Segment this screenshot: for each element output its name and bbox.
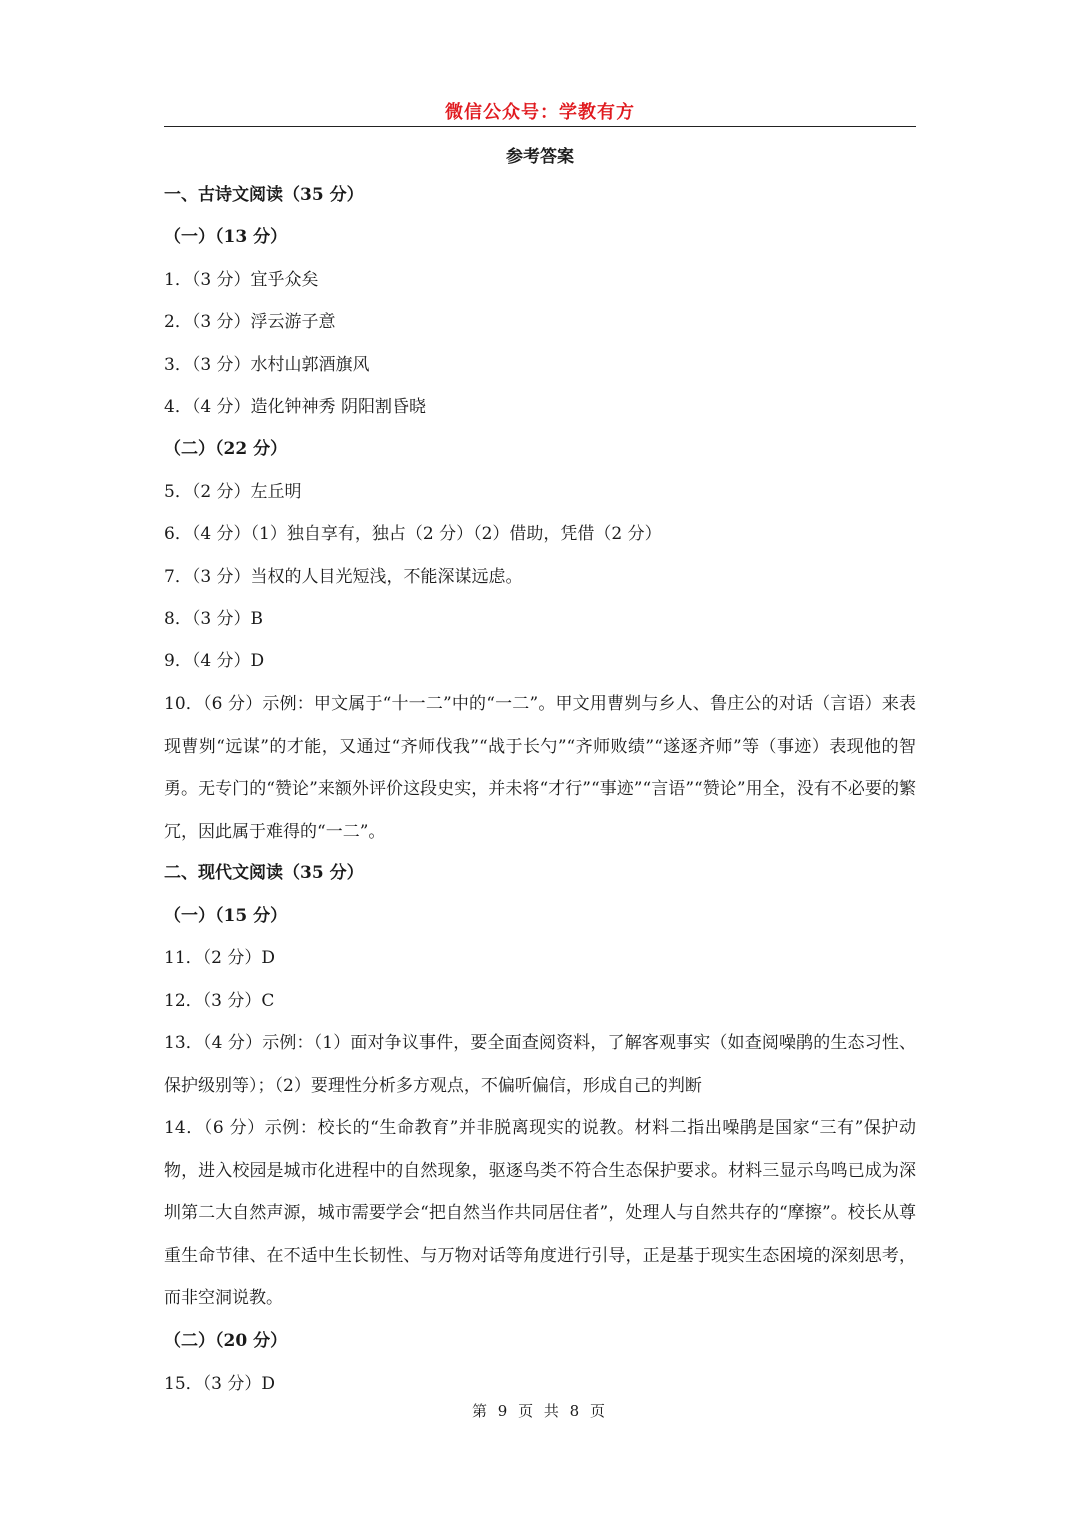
- answer-14: 14．（6 分）示例：校长的“生命教育”并非脱离现实的说教。材料二指出噪鹃是国家“三有”保护动物，进入校园是城市化进程中的自然现象，驱逐鸟类不符合生态保护要求。材料三显示鸟鸣已成为深圳第二大自然声源，城市需要学会“把自然当作共同居住者”，处理人与自然共存的“摩擦”。校长从尊重生命节律、在不适中生长韧性、与万物对话等角度进行引导，正是基于现实生态困境的深刻思考，而非空洞说教。: [164, 1118, 916, 1308]
- answer-6: 6．（4 分）（1）独自享有，独占（2 分）（2）借助，凭借（2 分）: [164, 524, 662, 544]
- answer-10: 10．（6 分）示例：甲文属于“十一二”中的“一二”。甲文用曹刿与乡人、鲁庄公的对话（言语）来表现曹刿“远谋”的才能，又通过“齐师伐我”“战于长勺”“齐师败绩”“遂逐齐师”等（事迹）表现他的智勇。无专门的“赞论”来额外评价这段史实，并未将“才行”“事迹”“言语”“赞论”用全，没有不必要的繁冗，因此属于难得的“一二”。: [164, 694, 916, 842]
- answer-7: 7．（3 分）当权的人目光短浅，不能深谋远虑。: [164, 567, 523, 587]
- page-number: 第 9 页 共 8 页: [472, 1402, 608, 1420]
- answer-3: 3．（3 分）水村山郭酒旗风: [164, 355, 370, 375]
- page-title: 参考答案: [506, 147, 574, 167]
- watermark-header: 微信公众号：学教有方: [445, 102, 635, 123]
- answer-5: 5．（2 分）左丘明: [164, 482, 302, 502]
- subsection-heading-1b: （二）（22 分）: [164, 439, 288, 459]
- answer-12: 12．（3 分）C: [164, 991, 275, 1011]
- subsection-heading-2a: （一）（15 分）: [164, 906, 288, 926]
- section-heading-2: 二、现代文阅读（35 分）: [164, 863, 364, 883]
- answer-4: 4．（4 分）造化钟神秀 阴阳割昏晓: [164, 397, 426, 417]
- header-divider: [164, 126, 916, 127]
- section-heading-1: 一、古诗文阅读（35 分）: [164, 185, 364, 205]
- subsection-heading-1a: （一）（13 分）: [164, 227, 288, 247]
- answer-13: 13．（4 分）示例：（1）面对争议事件，要全面查阅资料，了解客观事实（如查阅噪鹃的生态习性、保护级别等）；（2）要理性分析多方观点，不偏听偏信，形成自己的判断: [164, 1033, 916, 1096]
- answer-1: 1．（3 分）宜乎众矣: [164, 270, 319, 290]
- answer-9: 9．（4 分）D: [164, 651, 265, 671]
- answer-2: 2．（3 分）浮云游子意: [164, 312, 336, 332]
- answer-15: 15．（3 分）D: [164, 1374, 275, 1394]
- answer-11: 11．（2 分）D: [164, 948, 275, 968]
- answer-8: 8．（3 分）B: [164, 609, 264, 629]
- subsection-heading-2b: （二）（20 分）: [164, 1331, 288, 1351]
